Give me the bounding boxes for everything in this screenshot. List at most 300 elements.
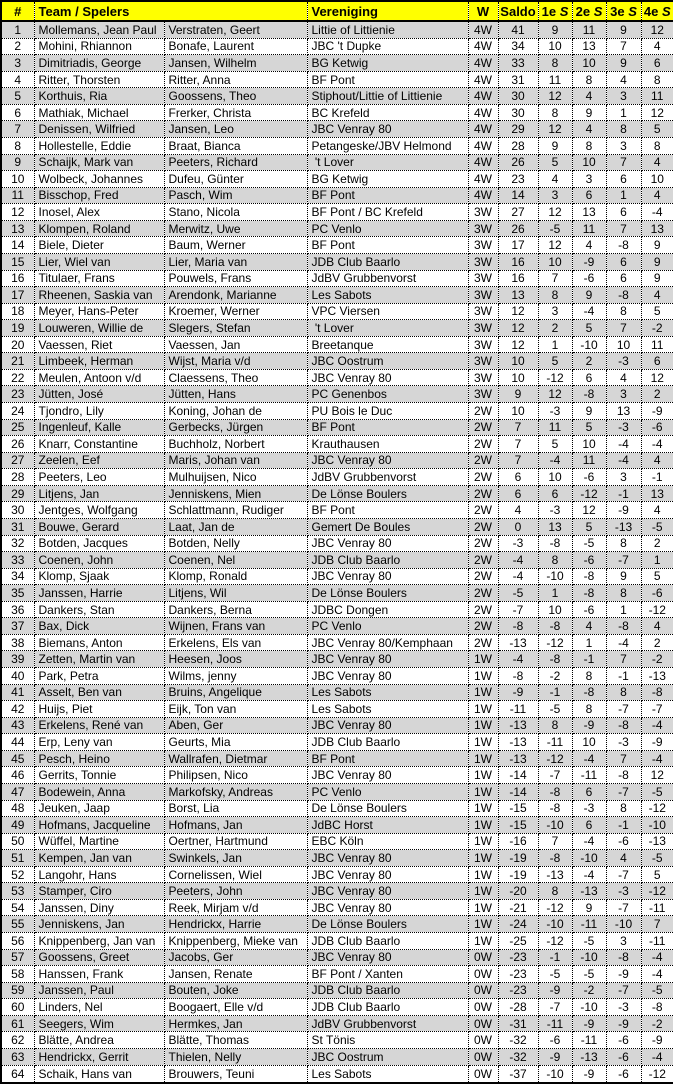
wins-cell: 4W [468,55,498,72]
player1-cell: Rheenen, Saskia van [34,287,164,304]
table-row [1,949,673,966]
wins-cell: 0W [468,1015,498,1032]
score3-cell: 1 [606,187,641,204]
table-row [1,750,673,767]
player2-cell: Wijst, Maria v/d [164,353,307,370]
header-score-2 [572,1,606,21]
table-row [1,187,673,204]
rank-cell: 23 [1,386,34,403]
saldo-cell: -13 [498,750,538,767]
score4-cell: -2 [641,320,673,337]
player1-cell: Park, Petra [34,668,164,685]
saldo-cell: -16 [498,833,538,850]
header-score-3 [606,1,641,21]
score4-cell: -4 [641,750,673,767]
table-row [1,419,673,436]
wins-cell: 2W [468,436,498,453]
wins-cell: 3W [468,369,498,386]
player2-cell: Swinkels, Jan [164,850,307,867]
player1-cell: Bax, Dick [34,618,164,635]
score2-cell: 6 [572,817,606,834]
player1-cell: Kempen, Jan van [34,850,164,867]
score2-cell: -6 [572,552,606,569]
score2-cell: -8 [572,386,606,403]
club-cell: Petangeske/JBV Helmond [307,138,468,155]
table-row [1,270,673,287]
score4-cell: -2 [641,651,673,668]
score1-cell: 12 [538,121,572,138]
club-cell: De Lönse Boulers [307,800,468,817]
player1-cell: Linders, Nel [34,999,164,1016]
player2-cell: Bouten, Joke [164,982,307,999]
saldo-cell: -31 [498,1015,538,1032]
score3-cell: -7 [606,866,641,883]
rank-cell: 14 [1,237,34,254]
rank-cell: 13 [1,220,34,237]
saldo-cell: -4 [498,552,538,569]
header-score-3-num: 3e [610,3,625,19]
player1-cell: Dankers, Stan [34,601,164,618]
score3-cell: 8 [606,121,641,138]
table-row [1,336,673,353]
rank-cell: 63 [1,1048,34,1065]
player1-cell: Erp, Leny van [34,734,164,751]
rank-cell: 45 [1,750,34,767]
table-row [1,88,673,105]
score4-cell: 4 [641,154,673,171]
score2-cell: 4 [572,237,606,254]
wins-cell: 3W [468,237,498,254]
wins-cell: 4W [468,88,498,105]
score4-cell: 13 [641,485,673,502]
wins-cell: 4W [468,138,498,155]
score4-cell: -11 [641,933,673,950]
score4-cell: 4 [641,187,673,204]
score1-cell: 12 [538,237,572,254]
score4-cell: -7 [641,701,673,718]
club-cell: JBC Venray 80 [307,850,468,867]
score4-cell: 4 [641,287,673,304]
player2-cell: Markofsky, Andreas [164,783,307,800]
club-cell: JBC Venray 80 [307,899,468,916]
score4-cell: 5 [641,303,673,320]
wins-cell: 1W [468,850,498,867]
score2-cell: -6 [572,469,606,486]
club-cell: JdBC Horst [307,817,468,834]
saldo-cell: 12 [498,336,538,353]
score2-cell: 13 [572,204,606,221]
score4-cell: 11 [641,88,673,105]
wins-cell: 0W [468,999,498,1016]
player1-cell: Mollemans, Jean Paul [34,21,164,38]
table-row [1,154,673,171]
player2-cell: Heesen, Joos [164,651,307,668]
player2-cell: Jansen, Leo [164,121,307,138]
player2-cell: Slegers, Stefan [164,320,307,337]
saldo-cell: -7 [498,601,538,618]
score2-cell: 3 [572,171,606,188]
table-row [1,1065,673,1083]
score1-cell: 7 [538,270,572,287]
score4-cell: 10 [641,171,673,188]
wins-cell: 4W [468,171,498,188]
header-rank: # [1,1,34,21]
score3-cell: 1 [606,601,641,618]
player2-cell: Lier, Maria van [164,253,307,270]
club-cell: PC Venlo [307,618,468,635]
player1-cell: Schaijk, Mark van [34,154,164,171]
club-cell: 't Lover [307,320,468,337]
player2-cell: Klomp, Ronald [164,568,307,585]
club-cell: BF Pont [307,187,468,204]
score1-cell: -12 [538,634,572,651]
score1-cell: -2 [538,668,572,685]
score1-cell: -13 [538,866,572,883]
table-row [1,899,673,916]
score1-cell: -9 [538,982,572,999]
club-cell: St Tönis [307,1032,468,1049]
score1-cell: 11 [538,419,572,436]
player2-cell: Peeters, John [164,883,307,900]
score1-cell: 1 [538,336,572,353]
player2-cell: Goossens, Theo [164,88,307,105]
club-cell: JBC Venray 80 [307,883,468,900]
player2-cell: Reek, Mirjam v/d [164,899,307,916]
wins-cell: 3W [468,253,498,270]
player1-cell: Korthuis, Ria [34,88,164,105]
saldo-cell: 10 [498,369,538,386]
player1-cell: Ingenleuf, Kalle [34,419,164,436]
player1-cell: Vaessen, Riet [34,336,164,353]
score2-cell: -4 [572,303,606,320]
rank-cell: 50 [1,833,34,850]
rank-cell: 54 [1,899,34,916]
wins-cell: 1W [468,916,498,933]
table-row [1,585,673,602]
score3-cell: 3 [606,933,641,950]
rank-cell: 3 [1,55,34,72]
player1-cell: Peeters, Leo [34,469,164,486]
saldo-cell: 26 [498,220,538,237]
header-score-4-s: S [661,3,671,19]
rank-cell: 46 [1,767,34,784]
table-row [1,403,673,420]
club-cell: BF Pont / Xanten [307,966,468,983]
table-row [1,171,673,188]
club-cell: BG Ketwig [307,55,468,72]
wins-cell: 1W [468,668,498,685]
rank-cell: 32 [1,535,34,552]
table-row [1,436,673,453]
rank-cell: 40 [1,668,34,685]
player2-cell: Kroemer, Werner [164,303,307,320]
saldo-cell: -13 [498,717,538,734]
wins-cell: 4W [468,154,498,171]
rank-cell: 27 [1,452,34,469]
score2-cell: -9 [572,1015,606,1032]
score2-cell: -11 [572,767,606,784]
header-score-3-s: S [628,3,637,19]
table-row [1,204,673,221]
score2-cell: 10 [572,154,606,171]
score1-cell: 3 [538,303,572,320]
score2-cell: -10 [572,999,606,1016]
score2-cell: 10 [572,436,606,453]
table-row [1,386,673,403]
table-row [1,734,673,751]
saldo-cell: 7 [498,452,538,469]
score4-cell: 9 [641,237,673,254]
table-row [1,800,673,817]
player2-cell: Blätte, Thomas [164,1032,307,1049]
player1-cell: Blätte, Andrea [34,1032,164,1049]
score3-cell: -8 [606,618,641,635]
score2-cell: 1 [572,634,606,651]
score2-cell: -4 [572,750,606,767]
wins-cell: 1W [468,734,498,751]
saldo-cell: -19 [498,850,538,867]
player1-cell: Janssen, Paul [34,982,164,999]
player2-cell: Frerker, Christa [164,104,307,121]
score3-cell: -10 [606,916,641,933]
player2-cell: Geurts, Mia [164,734,307,751]
score3-cell: 3 [606,469,641,486]
table-row [1,767,673,784]
table-row [1,287,673,304]
player2-cell: Oertner, Hartmund [164,833,307,850]
score4-cell: -8 [641,999,673,1016]
score3-cell: -7 [606,552,641,569]
wins-cell: 1W [468,933,498,950]
player2-cell: Brouwers, Teuni [164,1065,307,1083]
score2-cell: 6 [572,369,606,386]
rank-cell: 51 [1,850,34,867]
table-row [1,237,673,254]
rank-cell: 52 [1,866,34,883]
table-row [1,552,673,569]
score4-cell: 9 [641,270,673,287]
club-cell: JDB Club Baarlo [307,552,468,569]
rank-cell: 24 [1,403,34,420]
score3-cell: -8 [606,287,641,304]
saldo-cell: -20 [498,883,538,900]
saldo-cell: -15 [498,800,538,817]
table-row [1,535,673,552]
score4-cell: -4 [641,717,673,734]
table-row [1,684,673,701]
wins-cell: 1W [468,684,498,701]
rank-cell: 42 [1,701,34,718]
score3-cell: 8 [606,684,641,701]
score3-cell: 6 [606,171,641,188]
player2-cell: Braat, Bianca [164,138,307,155]
player1-cell: Bodewein, Anna [34,783,164,800]
saldo-cell: 7 [498,436,538,453]
saldo-cell: -3 [498,535,538,552]
score1-cell: -5 [538,701,572,718]
club-cell: JdBV Grubbenvorst [307,469,468,486]
table-row [1,601,673,618]
wins-cell: 2W [468,469,498,486]
score1-cell: 8 [538,552,572,569]
wins-cell: 1W [468,750,498,767]
score1-cell: 7 [538,833,572,850]
rank-cell: 19 [1,320,34,337]
score3-cell: -9 [606,502,641,519]
score2-cell: -5 [572,535,606,552]
table-row [1,1048,673,1065]
player2-cell: Aben, Ger [164,717,307,734]
score3-cell: 9 [606,568,641,585]
score4-cell: 4 [641,502,673,519]
player2-cell: Merwitz, Uwe [164,220,307,237]
player1-cell: Litjens, Jan [34,485,164,502]
rank-cell: 5 [1,88,34,105]
player2-cell: Hendrickx, Harrie [164,916,307,933]
score4-cell: 6 [641,353,673,370]
table-row [1,485,673,502]
header-score-1-s: S [559,3,569,19]
club-cell: JBC Venray 80 [307,767,468,784]
saldo-cell: -15 [498,817,538,834]
wins-cell: 3W [468,336,498,353]
table-row [1,933,673,950]
table-row [1,717,673,734]
score3-cell: 8 [606,800,641,817]
score4-cell: 7 [641,916,673,933]
saldo-cell: 0 [498,518,538,535]
saldo-cell: 30 [498,88,538,105]
score2-cell: 9 [572,104,606,121]
score3-cell: 3 [606,88,641,105]
player2-cell: Dufeu, Günter [164,171,307,188]
score4-cell: 4 [641,452,673,469]
score4-cell: 11 [641,336,673,353]
player2-cell: Wilms, jenny [164,668,307,685]
player2-cell: Boogaert, Elle v/d [164,999,307,1016]
saldo-cell: -8 [498,618,538,635]
saldo-cell: -25 [498,933,538,950]
club-cell: BF Pont [307,71,468,88]
score2-cell: 10 [572,734,606,751]
score1-cell: -5 [538,966,572,983]
score2-cell: -12 [572,485,606,502]
table-row [1,850,673,867]
rank-cell: 64 [1,1065,34,1083]
score2-cell: -2 [572,982,606,999]
saldo-cell: -19 [498,866,538,883]
wins-cell: 2W [468,502,498,519]
score3-cell: -7 [606,783,641,800]
score1-cell: 2 [538,320,572,337]
score1-cell: 9 [538,138,572,155]
player1-cell: Klompen, Roland [34,220,164,237]
player2-cell: Claessens, Theo [164,369,307,386]
score1-cell: -8 [538,800,572,817]
player1-cell: Seegers, Wim [34,1015,164,1032]
saldo-cell: 26 [498,154,538,171]
score3-cell: 7 [606,220,641,237]
score1-cell: -10 [538,1065,572,1083]
club-cell: BF Pont [307,502,468,519]
table-row [1,104,673,121]
player2-cell: Jütten, Hans [164,386,307,403]
score1-cell: 5 [538,154,572,171]
score2-cell: -1 [572,651,606,668]
score4-cell: 12 [641,21,673,38]
wins-cell: 4W [468,71,498,88]
score4-cell: 8 [641,71,673,88]
score1-cell: 6 [538,485,572,502]
saldo-cell: 10 [498,403,538,420]
rank-cell: 16 [1,270,34,287]
player1-cell: Schaik, Hans van [34,1065,164,1083]
saldo-cell: 10 [498,353,538,370]
score2-cell: 4 [572,121,606,138]
score4-cell: -2 [641,1015,673,1032]
score4-cell: -1 [641,469,673,486]
score2-cell: -8 [572,585,606,602]
score1-cell: 5 [538,436,572,453]
club-cell: JBC Venray 80 [307,949,468,966]
score4-cell: 5 [641,866,673,883]
saldo-cell: -23 [498,982,538,999]
score3-cell: -3 [606,419,641,436]
table-row [1,353,673,370]
club-cell: PC Venlo [307,220,468,237]
table-row [1,916,673,933]
club-cell: JBC Venray 80 [307,651,468,668]
club-cell: PU Bois le Duc [307,403,468,420]
header-team-spelers: Team / Spelers [34,1,307,21]
score3-cell: -3 [606,883,641,900]
club-cell: BF Pont [307,237,468,254]
saldo-cell: -23 [498,949,538,966]
wins-cell: 2W [468,452,498,469]
club-cell: JDB Club Baarlo [307,999,468,1016]
player1-cell: Dimitriadis, George [34,55,164,72]
score3-cell: 13 [606,403,641,420]
score2-cell: -11 [572,916,606,933]
score4-cell: 8 [641,138,673,155]
score1-cell: 1 [538,585,572,602]
score2-cell: -8 [572,568,606,585]
rank-cell: 20 [1,336,34,353]
score3-cell: 7 [606,651,641,668]
saldo-cell: -14 [498,767,538,784]
wins-cell: 3W [468,303,498,320]
wins-cell: 4W [468,121,498,138]
score4-cell: -12 [641,1065,673,1083]
saldo-cell: 16 [498,270,538,287]
score3-cell: -8 [606,949,641,966]
saldo-cell: -14 [498,783,538,800]
score2-cell: 5 [572,518,606,535]
player1-cell: Denissen, Wilfried [34,121,164,138]
club-cell: JDB Club Baarlo [307,253,468,270]
player1-cell: Hofmans, Jacqueline [34,817,164,834]
score1-cell: 8 [538,883,572,900]
score1-cell: -1 [538,684,572,701]
club-cell: PC Genenbos [307,386,468,403]
rank-cell: 30 [1,502,34,519]
table-row [1,966,673,983]
player1-cell: Hanssen, Frank [34,966,164,983]
player1-cell: Stamper, Ciro [34,883,164,900]
wins-cell: 2W [468,403,498,420]
player1-cell: Klomp, Sjaak [34,568,164,585]
rank-cell: 35 [1,585,34,602]
